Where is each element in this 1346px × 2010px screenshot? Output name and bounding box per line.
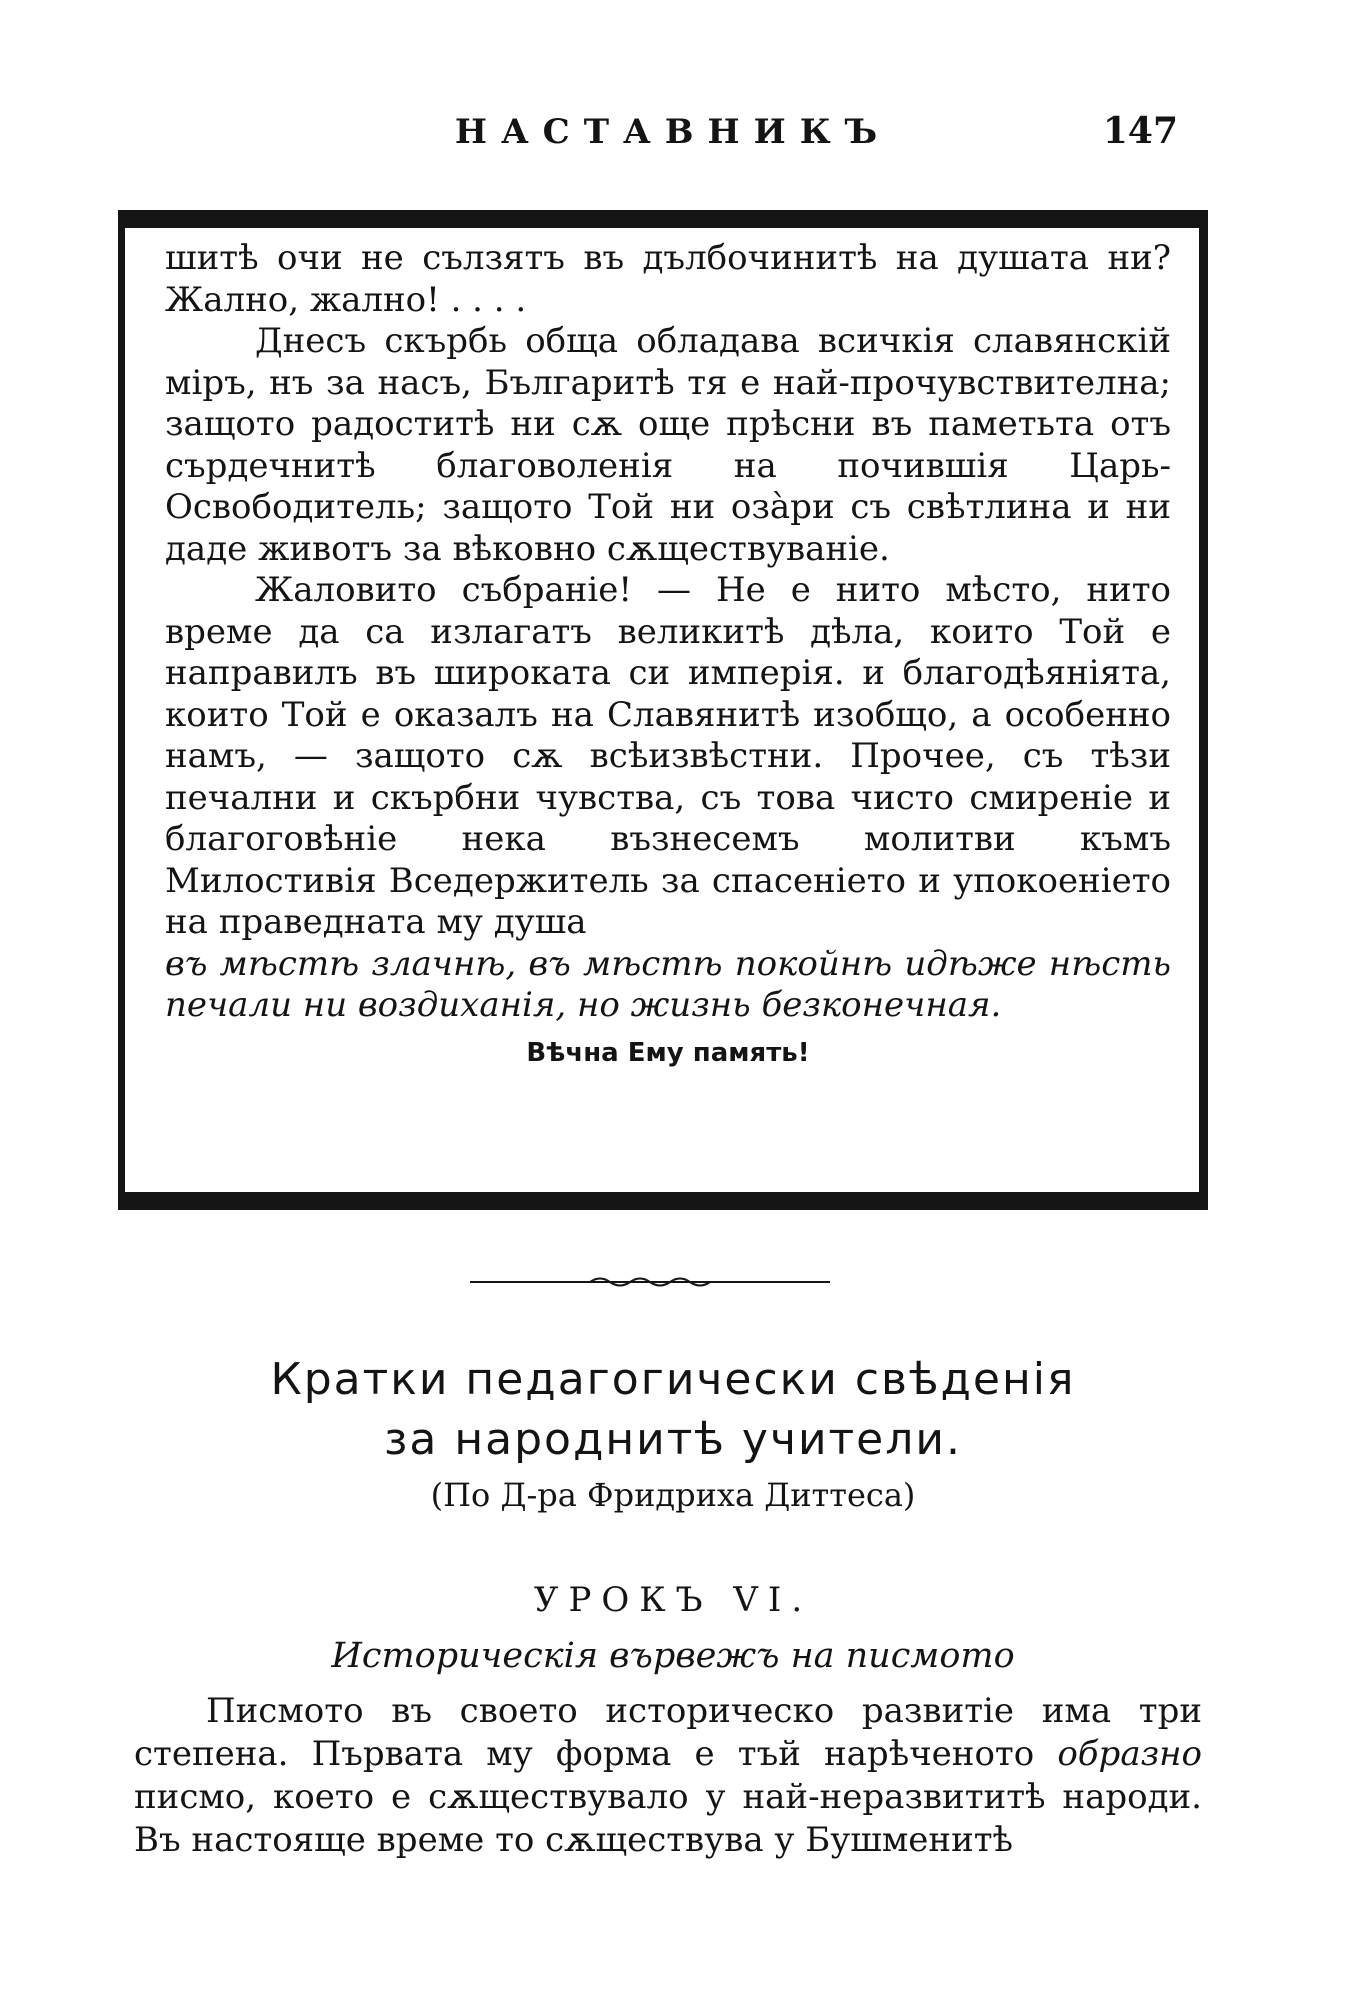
article-body	[134, 1690, 1202, 1862]
article-source: (По Д-ра Фридриха Диттеса)	[430, 1476, 916, 1514]
paragraph-start: Писмото въ своето историческо развитіе има три степена. Първата му форма е тъй нарѣченото	[134, 1691, 1202, 1774]
mourning-frame	[118, 210, 1208, 1210]
article-title-line-1: Кратки педагогически свѣденія	[270, 1354, 1076, 1405]
lesson-heading: УРОКЪ VI.	[533, 1580, 813, 1620]
paragraph-end: писмо, което е сѫществувало у най-неразвититѣ народи. Въ настояще време то сѫществува у Бушменитѣ	[134, 1777, 1202, 1860]
article-title-line-2: за народнитѣ учители.	[384, 1414, 962, 1465]
ornament-divider	[470, 1274, 830, 1288]
article-title	[0, 1350, 1346, 1470]
article-paragraph	[134, 1690, 1202, 1862]
running-title: НАСТАВНИКЪ	[454, 112, 892, 152]
lesson-subtitle: Историческія вървежъ на писмото	[331, 1636, 1015, 1676]
frame-paragraph-2: Днесъ скърбь общa обладава всичкія славянскій міръ, нъ за насъ, Българитѣ тя е най-прочувствителна; защото радоститѣ ни сѫ още прѣсни въ паметьта отъ сърдечнитѣ благоволенія на почившія Царь-Освободитель; защото Той ни озàри съ свѣтлина и ни даде животъ за вѣковно сѫществуваніе.	[165, 321, 1171, 569]
page-number: 147	[1102, 110, 1178, 152]
eternal-memory-line: Вѣчна Ему память!	[526, 1037, 810, 1068]
frame-paragraph-3: Жаловито събраніе! — Не е нито мѣсто, нито време да са излагатъ великитѣ дѣла, които Той е направилъ въ широката си имперія. и благодѣяніята, които Той е оказалъ на Славянитѣ изобщо, а особенно намъ, — защото сѫ всѣизвѣстни. Прочее, съ тѣзи печални и скърбни чувства, съ това чисто смиреніе и благоговѣніе нека възнесемъ молитви къмъ Милостивія Вседержитель за спасеніето и упокоеніето на праведната му душа	[165, 570, 1171, 942]
paragraph-italic-word: образно	[1057, 1734, 1202, 1774]
frame-body	[165, 238, 1171, 1073]
frame-paragraph-1: шитѣ очи не сълзятъ въ дълбочинитѣ на душата ни? Жално, жално! . . . .	[165, 238, 1171, 320]
frame-prayer-italic: въ мѣстѣ злачнѣ, въ мѣстѣ покойнѣ идѣже нѣсть печали ни воздиханія, но жизнь безконечная.	[165, 943, 1171, 1025]
